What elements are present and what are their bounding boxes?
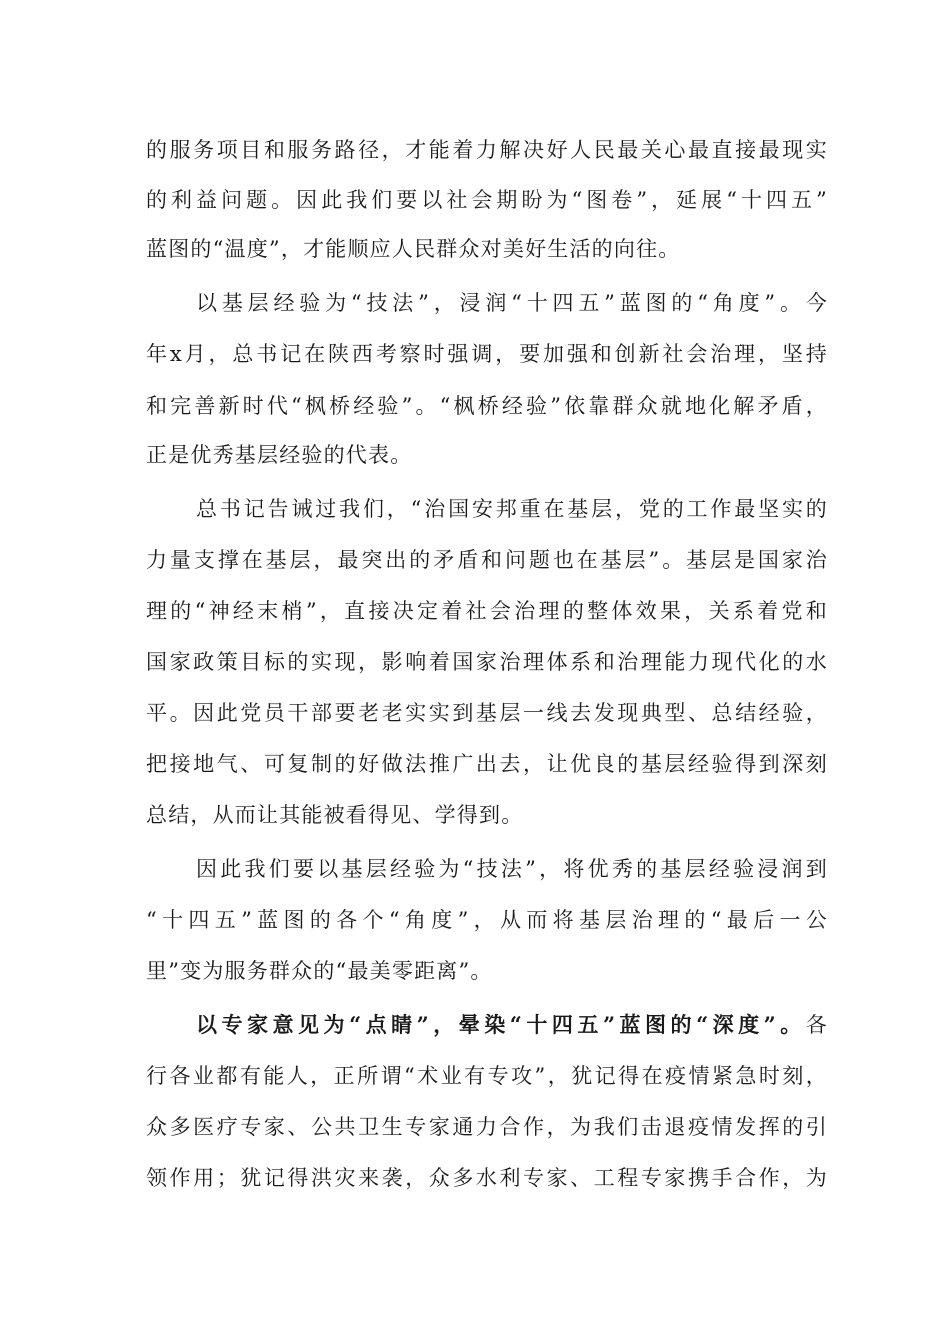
paragraph-first-line	[196, 1012, 828, 1038]
bold-lead-text: 以专家意见为“点睛”，晕染“十四五”蓝图的“深度”。	[196, 1012, 806, 1037]
paragraph-line: 领作用；犹记得洪灾来袭，众多水利专家、工程专家携手合作，为	[146, 1166, 828, 1190]
paragraph-line: 的利益问题。因此我们要以社会期盼为“图卷”，延展“十四五”	[146, 188, 828, 212]
paragraph-line: 里”变为服务群众的“最美零距离”。	[146, 959, 493, 983]
paragraph-line: “十四五”蓝图的各个“角度”，从而将基层治理的“最后一公	[146, 908, 828, 932]
paragraph-line: 总结，从而让其能被看得见、学得到。	[146, 803, 524, 827]
paragraph-line: 众多医疗专家、公共卫生专家通力合作，为我们击退疫情发挥的引	[146, 1115, 828, 1139]
paragraph-line: 理的“神经末梢”，直接决定着社会治理的整体效果，关系着党和	[146, 599, 828, 623]
lead-continuation: 各	[805, 1013, 828, 1037]
paragraph-line: 蓝图的“温度”，才能顺应人民群众对美好生活的向往。	[146, 237, 681, 261]
paragraph-line: 把接地气、可复制的好做法推广出去，让优良的基层经验得到深刻	[146, 752, 828, 776]
paragraph-line: 正是优秀基层经验的代表。	[146, 443, 413, 467]
paragraph-line: 力量支撑在基层，最突出的矛盾和问题也在基层”。基层是国家治	[146, 548, 828, 572]
paragraph-line: 年x月，总书记在陕西考察时强调，要加强和创新社会治理，坚持	[146, 342, 828, 366]
paragraph-line: 的服务项目和服务路径，才能着力解决好人民最关心最直接最现实	[146, 138, 828, 162]
paragraph-line: 平。因此党员干部要老老实实到基层一线去发现典型、总结经验，	[146, 701, 828, 725]
paragraph-line: 总书记告诫过我们，“治国安邦重在基层，党的工作最坚实的	[196, 497, 828, 521]
paragraph-line: 和完善新时代“枫桥经验”。“枫桥经验”依靠群众就地化解矛盾，	[146, 394, 828, 418]
paragraph-line: 行各业都有能人，正所谓“术业有专攻”，犹记得在疫情紧急时刻，	[146, 1064, 828, 1088]
paragraph-line: 国家政策目标的实现，影响着国家治理体系和治理能力现代化的水	[146, 650, 828, 674]
paragraph-line: 以基层经验为“技法”，浸润“十四五”蓝图的“角度”。今	[196, 291, 828, 315]
paragraph-line: 因此我们要以基层经验为“技法”，将优秀的基层经验浸润到	[196, 857, 828, 881]
